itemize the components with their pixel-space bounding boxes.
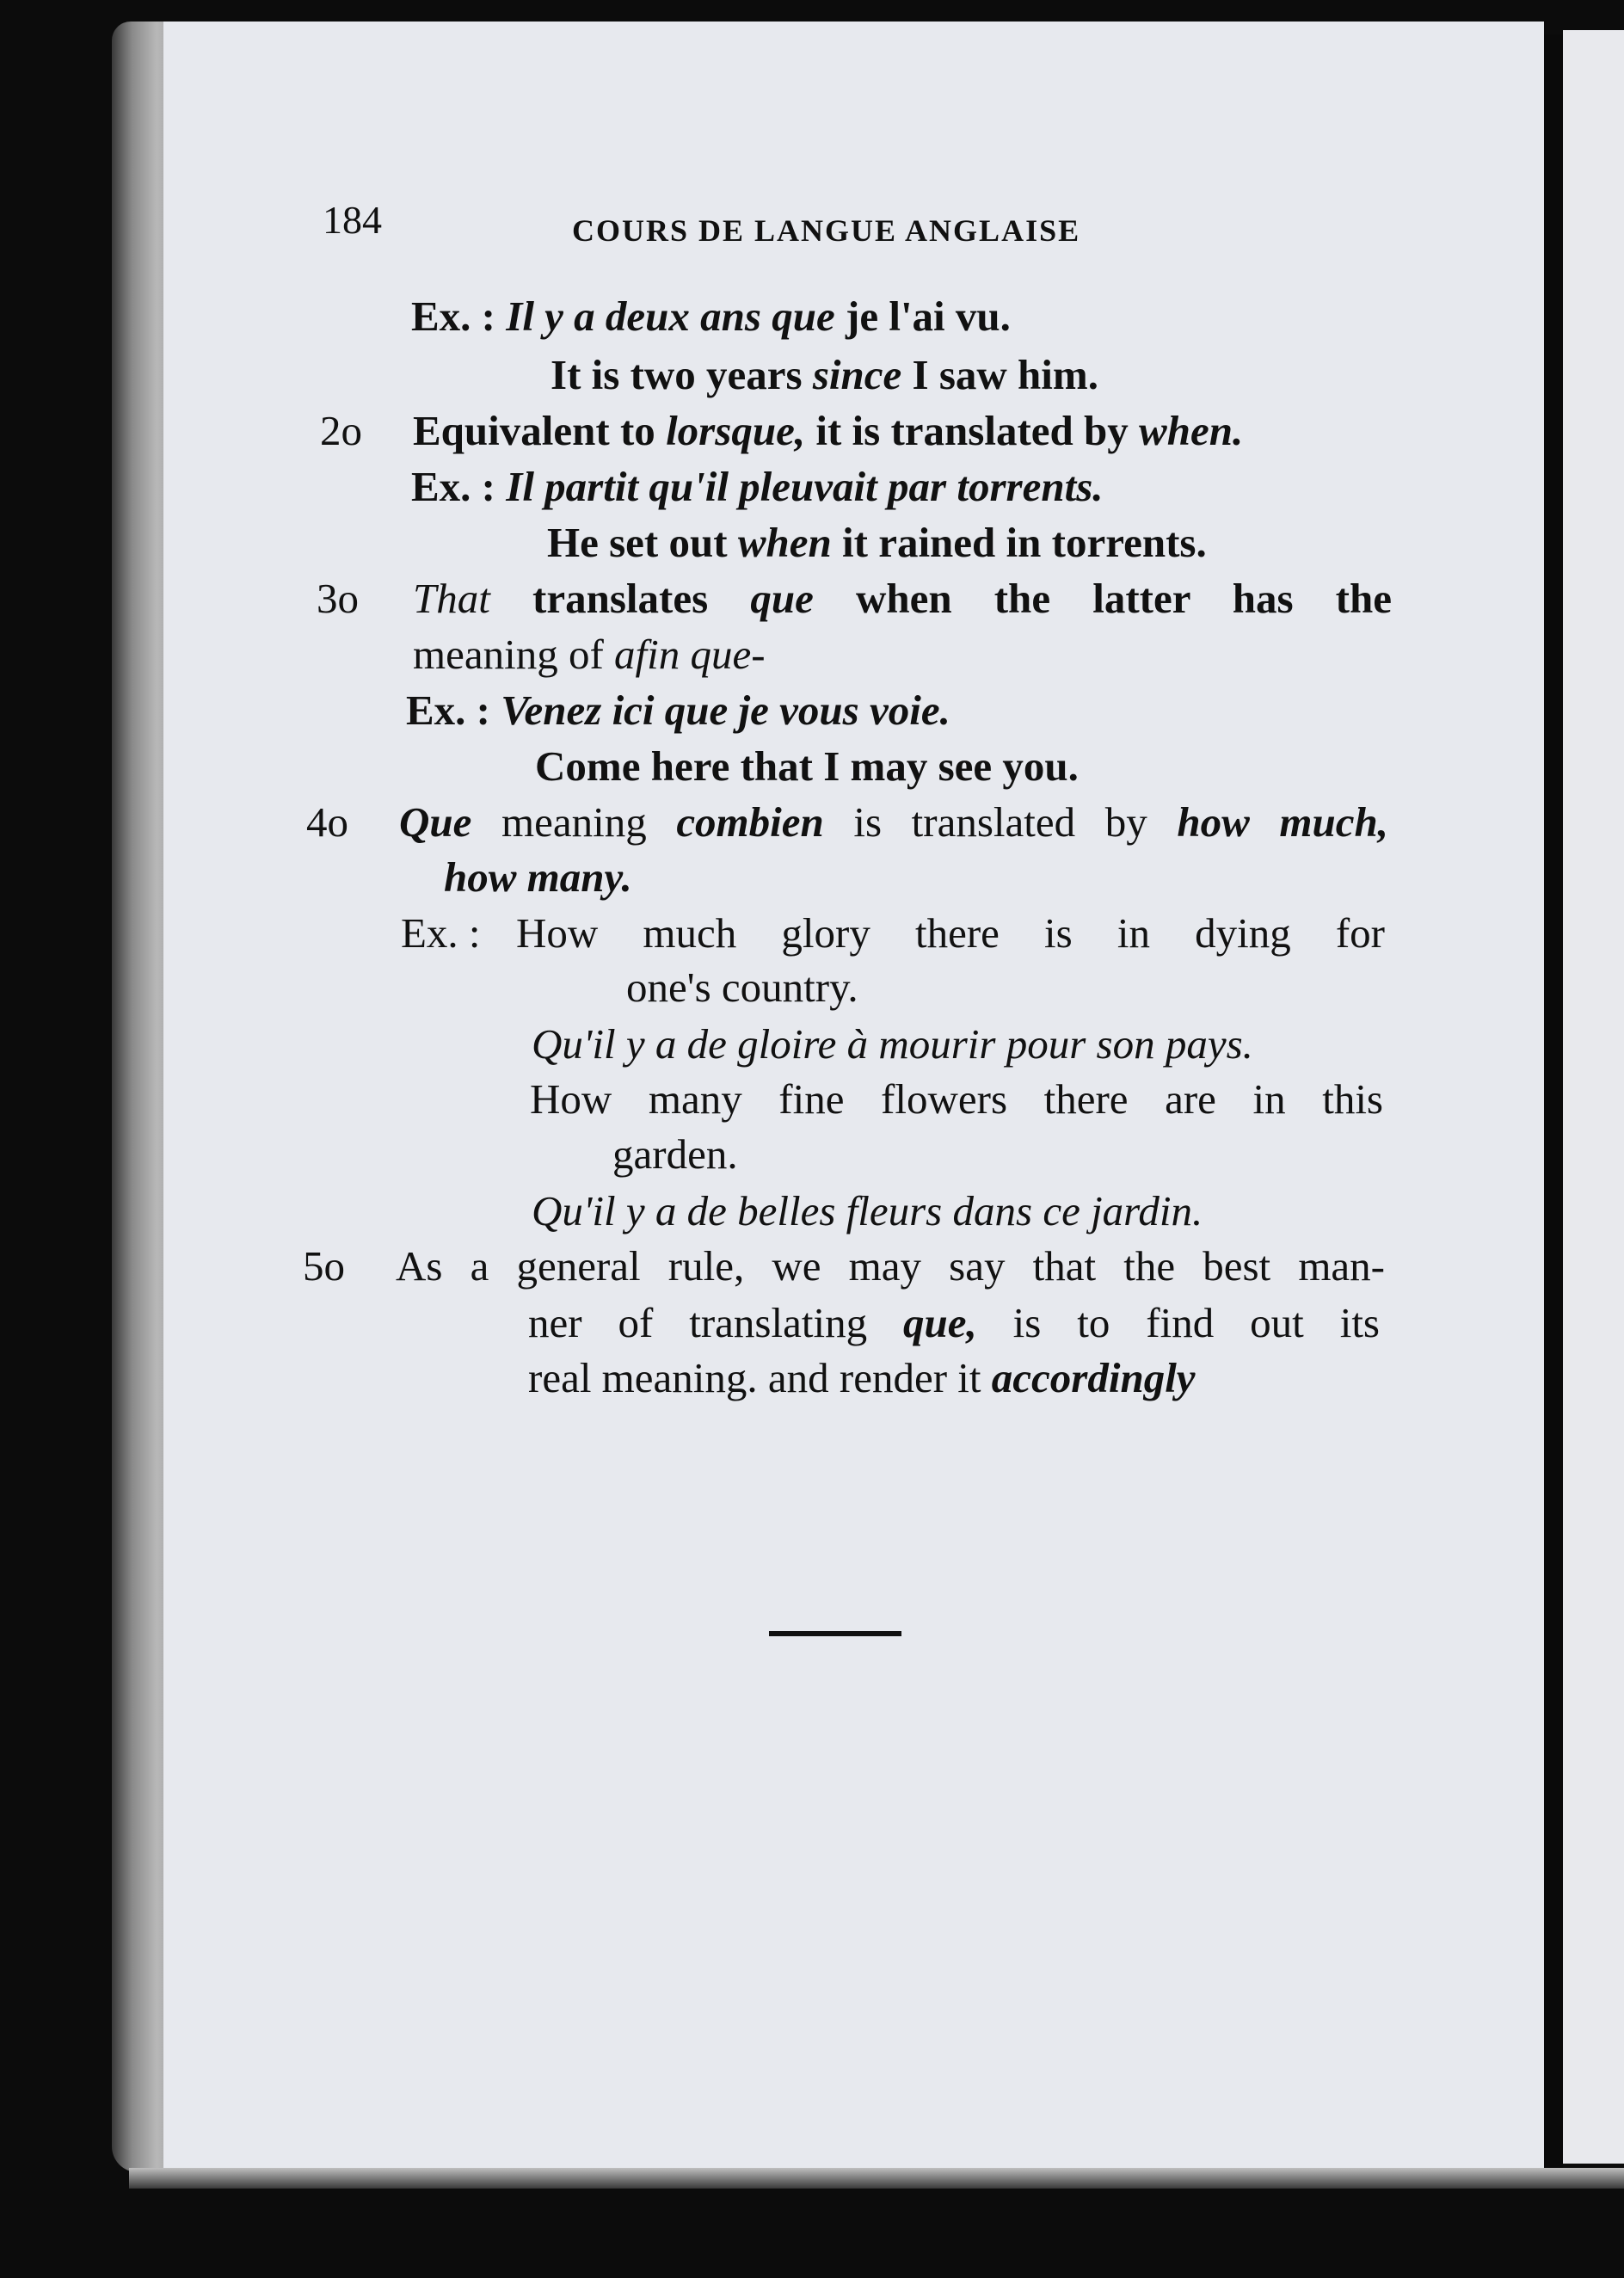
text-line-14: Qu'il y a de gloire à mourir pour son pays. bbox=[532, 1020, 1253, 1068]
english-example: He set out bbox=[547, 519, 738, 566]
text-line-18: As a general rule, we may say that the best man- bbox=[396, 1242, 1385, 1290]
text-line-19 bbox=[528, 1299, 1380, 1347]
page-number: 184 bbox=[323, 198, 382, 242]
french-example: Il partit qu'il pleuvait par torrents. bbox=[506, 463, 1104, 510]
ex-label: Ex. : bbox=[411, 292, 507, 340]
emphasis: combien bbox=[676, 798, 824, 846]
emphasis: Que bbox=[399, 798, 472, 846]
english-example: It is two years bbox=[551, 351, 813, 398]
emphasis: since bbox=[812, 351, 902, 398]
text-line-16: garden. bbox=[612, 1130, 738, 1178]
item-number-3: 3o bbox=[317, 575, 359, 622]
rule-text: is to find out its bbox=[976, 1299, 1380, 1346]
emphasis: That bbox=[413, 575, 490, 622]
text-line-12: How much glory there is in dying for bbox=[516, 909, 1385, 957]
french-example-end: je l'ai vu. bbox=[834, 292, 1011, 340]
text-line-3 bbox=[413, 407, 1243, 455]
emphasis: when bbox=[737, 519, 832, 566]
emphasis: how much, bbox=[1177, 798, 1388, 846]
page-gutter bbox=[1544, 34, 1563, 2168]
ex-label: Ex. : bbox=[411, 463, 507, 510]
french-example: Il y a deux ans que bbox=[506, 292, 835, 340]
item-number-4: 4o bbox=[306, 798, 348, 846]
text-line-15: How many fine flowers there are in this bbox=[530, 1075, 1383, 1123]
rule-text: translates bbox=[489, 575, 751, 622]
emphasis: when. bbox=[1139, 407, 1244, 454]
text-line-6 bbox=[413, 575, 1392, 623]
emphasis: lorsque, bbox=[666, 407, 806, 454]
rule-text: real meaning. and render it bbox=[528, 1354, 992, 1401]
rule-text: meaning of bbox=[413, 631, 615, 678]
rule-text: meaning bbox=[471, 798, 677, 846]
item-number-5: 5o bbox=[303, 1242, 345, 1290]
english-example-end: I saw him. bbox=[901, 351, 1098, 398]
rule-text: is translated by bbox=[823, 798, 1178, 846]
emphasis: que, bbox=[903, 1299, 977, 1346]
emphasis: afin que- bbox=[614, 631, 766, 678]
emphasis: accordingly bbox=[991, 1354, 1196, 1401]
french-example: Venez ici que je vous voie. bbox=[501, 686, 950, 734]
rule-text: Equivalent to bbox=[413, 407, 667, 454]
text-line-1 bbox=[411, 292, 1011, 341]
text-line-9: Come here that I may see you. bbox=[535, 742, 1079, 790]
text-line-11: how many. bbox=[444, 853, 632, 901]
text-line-2 bbox=[551, 351, 1098, 399]
rule-text: it is translated by bbox=[805, 407, 1140, 454]
text-line-8 bbox=[406, 686, 950, 735]
text-line-5 bbox=[547, 519, 1207, 567]
item-number-spacer: Ex. : bbox=[401, 909, 481, 957]
running-title: COURS DE LANGUE ANGLAISE bbox=[572, 213, 1081, 248]
ex-label: Ex. : bbox=[406, 686, 501, 734]
text-line-7 bbox=[413, 631, 766, 679]
end-rule bbox=[769, 1631, 901, 1636]
emphasis: que bbox=[750, 575, 814, 622]
english-example-end: it rained in torrents. bbox=[831, 519, 1207, 566]
text-line-13: one's country. bbox=[626, 964, 858, 1011]
text-line-17: Qu'il y a de belles fleurs dans ce jardin. bbox=[532, 1187, 1203, 1234]
page-bottom-edge bbox=[129, 2168, 1624, 2189]
text-line-10 bbox=[399, 798, 1388, 847]
item-number-2: 2o bbox=[320, 407, 362, 454]
text-line-20 bbox=[528, 1354, 1196, 1402]
facing-page-edge bbox=[1563, 30, 1624, 2164]
rule-text: when the latter has the bbox=[813, 575, 1393, 622]
rule-text: ner of translating bbox=[528, 1299, 903, 1346]
text-line-4 bbox=[411, 463, 1104, 511]
